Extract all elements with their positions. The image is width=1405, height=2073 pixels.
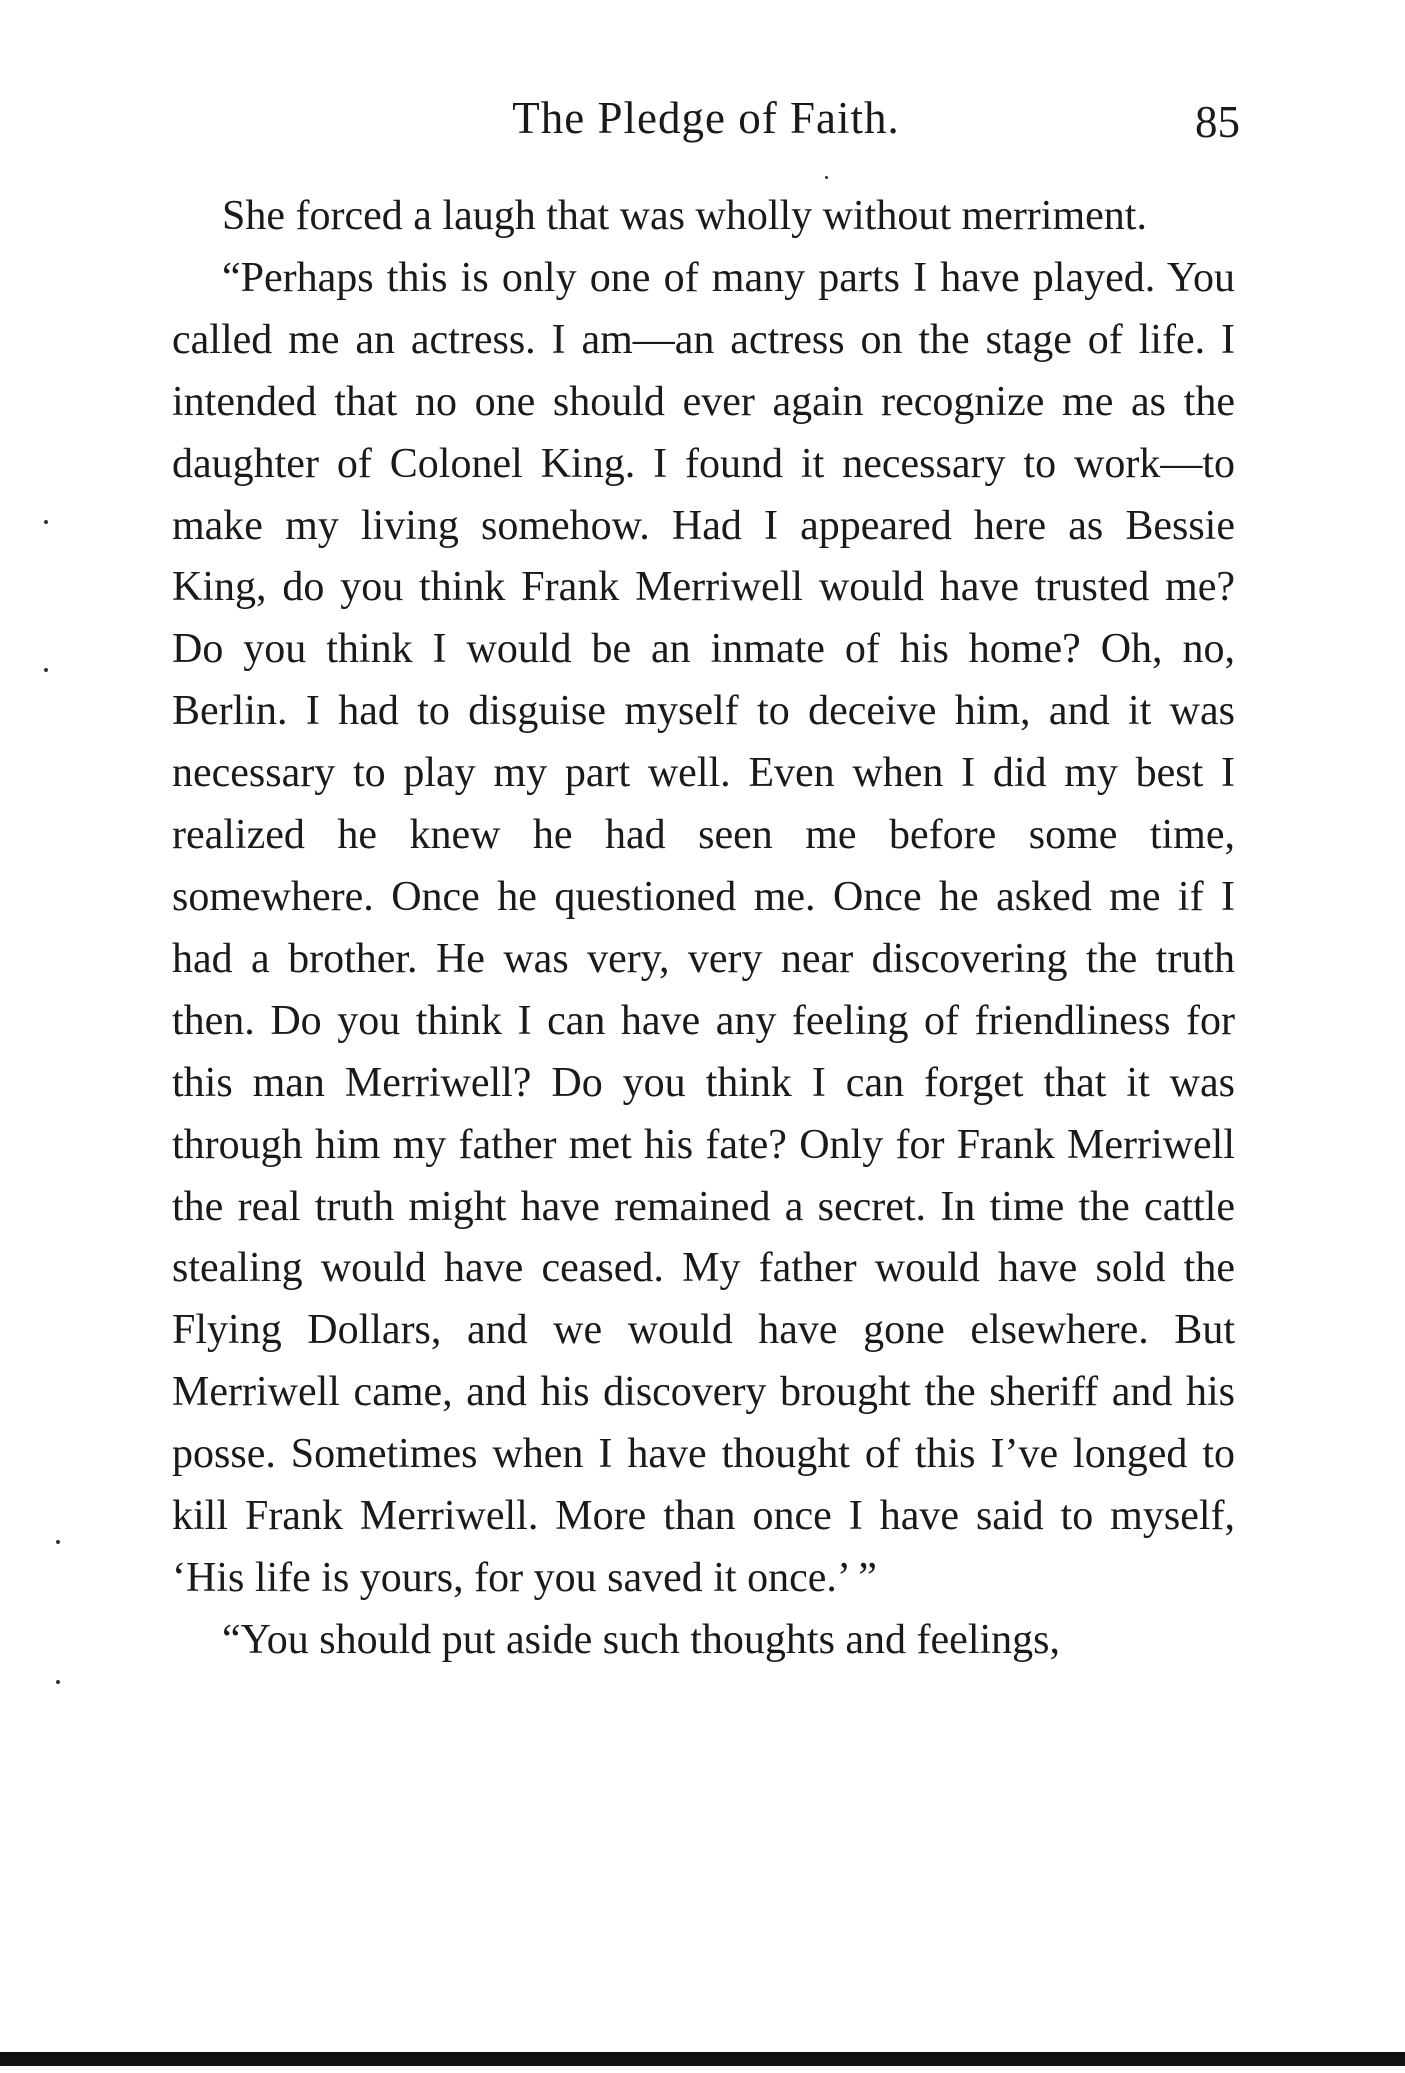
print-speck <box>56 1680 60 1684</box>
running-title: The Pledge of Faith. <box>512 93 900 143</box>
paragraph: “Perhaps this is only one of many parts I have played. You called me an actress. I am—an actress on the stage of life. I intended that no one should ever again recognize me as the daughter of Colonel King. I found it necessary to work—to make my living somehow. Had I appeared here as Bessie King, do you think Frank Merriwell would have trusted me? Do you think I would be an inmate of his home? Oh, no, Berlin. I had to disguise myself to deceive him, and it was necessary to play my part well. Even when I did my best I realized he knew he had seen me before some time, somewhere. Once he questioned me. Once he asked me if I had a brother. He was very, very near discovering the truth then. Do you think I can have any feeling of friendliness for this man Merriwell? Do you think I can forget that it was through him my father met his fate? Only for Frank Merriwell the real truth might have remained a secret. In time the cattle stealing would have ceased. My father would have sold the Flying Dollars, and we would have gone elsewhere. But Merriwell came, and his discovery brought the sheriff and his posse. Sometimes when I have thought of this I’ve longed to kill Frank Merriwell. More than once I have said to myself, ‘His life is yours, for you saved it once.’ ” <box>172 254 1235 1601</box>
paragraph: “You should put aside such thoughts and feelings, <box>222 1616 1061 1663</box>
page-header <box>172 92 1240 152</box>
body-text <box>172 186 1235 1672</box>
print-speck <box>56 1540 60 1544</box>
print-speck <box>825 176 828 179</box>
page-number: 85 <box>1195 97 1240 147</box>
print-speck <box>44 668 48 672</box>
paragraph: She forced a laugh that was wholly without merriment. <box>222 193 1147 239</box>
bottom-rule <box>0 2052 1405 2066</box>
print-speck <box>44 520 48 524</box>
